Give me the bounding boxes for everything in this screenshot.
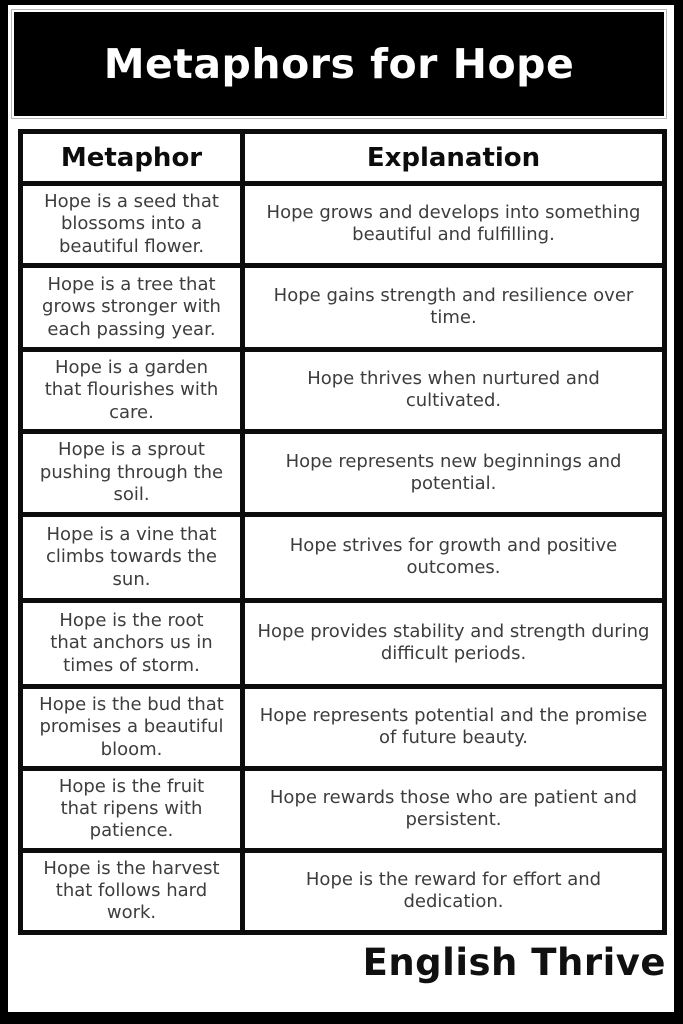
column-header-metaphor: Metaphor [21, 132, 243, 184]
metaphor-cell: Hope is a sprout pushing through the soil. [21, 431, 243, 514]
table-row [21, 184, 665, 266]
footer [8, 935, 674, 984]
metaphor-cell: Hope is the root that anchors us in times of storm. [21, 600, 243, 686]
metaphor-cell: Hope is a tree that grows stronger with each passing year. [21, 265, 243, 349]
metaphor-cell: Hope is the bud that promises a beautiful bloom. [21, 686, 243, 768]
explanation-cell: Hope thrives when nurtured and cultivated. [243, 349, 665, 431]
metaphor-cell: Hope is a seed that blossoms into a beautiful flower. [21, 184, 243, 266]
explanation-cell: Hope grows and develops into something beautiful and fulfilling. [243, 184, 665, 266]
metaphor-cell: Hope is the harvest that follows hard work. [21, 850, 243, 932]
title-banner [12, 10, 666, 118]
explanation-cell: Hope rewards those who are patient and persistent. [243, 768, 665, 850]
explanation-cell: Hope gains strength and resilience over time. [243, 265, 665, 349]
table-row [21, 850, 665, 932]
explanation-cell: Hope represents new beginnings and potential. [243, 431, 665, 514]
column-header-explanation: Explanation [243, 132, 665, 184]
table-row [21, 349, 665, 431]
table-row [21, 431, 665, 514]
metaphors-table [18, 129, 667, 935]
table-row [21, 686, 665, 768]
table-header-row [21, 132, 665, 184]
explanation-cell: Hope represents potential and the promise of future beauty. [243, 686, 665, 768]
metaphor-cell: Hope is the fruit that ripens with patience. [21, 768, 243, 850]
table-row [21, 600, 665, 686]
page-title: Metaphors for Hope [103, 40, 575, 88]
table-row [21, 514, 665, 600]
explanation-cell: Hope provides stability and strength during difficult periods. [243, 600, 665, 686]
explanation-cell: Hope strives for growth and positive outcomes. [243, 514, 665, 600]
table-row [21, 768, 665, 850]
metaphor-cell: Hope is a vine that climbs towards the sun. [21, 514, 243, 600]
table-row [21, 265, 665, 349]
explanation-cell: Hope is the reward for effort and dedication. [243, 850, 665, 932]
brand-name: English Thrive [362, 940, 666, 984]
metaphor-cell: Hope is a garden that flourishes with care. [21, 349, 243, 431]
